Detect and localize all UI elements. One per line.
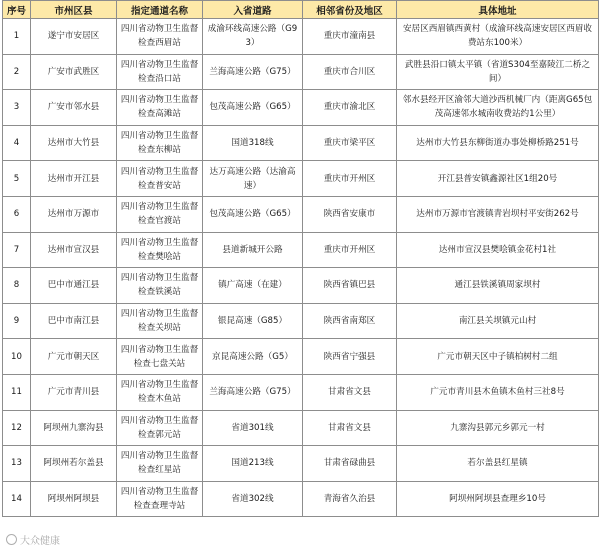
- cell-city: 广元市青川县: [31, 374, 117, 410]
- table-row: [3, 125, 599, 161]
- cell-seq: 2: [3, 54, 31, 90]
- cell-adjacent: 重庆市合川区: [303, 54, 397, 90]
- cell-road: 兰海高速公路（G75）: [203, 54, 303, 90]
- watermark: [6, 532, 60, 547]
- cell-address: 九寨沟县郭元乡郭元一村: [397, 410, 599, 446]
- cell-address: 武胜县沿口镇太平镇（省道S304至嘉陵江二桥之间）: [397, 54, 599, 90]
- header-seq: 序号: [3, 1, 31, 19]
- table-row: [3, 374, 599, 410]
- cell-seq: 14: [3, 481, 31, 517]
- cell-road: 包茂高速公路（G65）: [203, 196, 303, 232]
- cell-station: 四川省动物卫生监督检查普安站: [117, 161, 203, 197]
- cell-road: 兰海高速公路（G75）: [203, 374, 303, 410]
- watermark-text: 大众健康: [20, 536, 60, 547]
- table-row: [3, 54, 599, 90]
- cell-adjacent: 青海省久治县: [303, 481, 397, 517]
- cell-station: 四川省动物卫生监督检查东柳站: [117, 125, 203, 161]
- cell-city: 遂宁市安居区: [31, 19, 117, 55]
- table-body: [3, 19, 599, 517]
- header-station: 指定通道名称: [117, 1, 203, 19]
- table-row: [3, 481, 599, 517]
- table-row: [3, 232, 599, 268]
- cell-seq: 11: [3, 374, 31, 410]
- cell-station: 四川省动物卫生监督检查高滩站: [117, 90, 203, 126]
- header-address: 具体地址: [397, 1, 599, 19]
- cell-city: 广元市朝天区: [31, 339, 117, 375]
- cell-station: 四川省动物卫生监督检查铁溪站: [117, 268, 203, 304]
- cell-city: 广安市武胜区: [31, 54, 117, 90]
- table-header-row: [3, 1, 599, 19]
- cell-road: 包茂高速公路（G65）: [203, 90, 303, 126]
- cell-road: 县道新城开公路: [203, 232, 303, 268]
- cell-station: 四川省动物卫生监督检查查理寺站: [117, 481, 203, 517]
- cell-address: 达州市万源市官渡镇青岩坝村平安街262号: [397, 196, 599, 232]
- cell-seq: 4: [3, 125, 31, 161]
- cell-road: 国道318线: [203, 125, 303, 161]
- table-row: [3, 161, 599, 197]
- cell-adjacent: 甘肃省碌曲县: [303, 446, 397, 482]
- cell-address: 达州市宣汉县樊哙镇金花村1社: [397, 232, 599, 268]
- cell-adjacent: 重庆市开州区: [303, 161, 397, 197]
- cell-seq: 5: [3, 161, 31, 197]
- cell-address: 达州市大竹县东柳街道办事处柳桥路251号: [397, 125, 599, 161]
- cell-station: 四川省动物卫生监督检查沿口站: [117, 54, 203, 90]
- cell-city: 达州市宣汉县: [31, 232, 117, 268]
- cell-address: 邻水县经开区渝邻大道沙西机械厂内（距离G65包茂高速邻水城南收费站约1公里）: [397, 90, 599, 126]
- cell-address: 开江县普安镇鑫源社区1组20号: [397, 161, 599, 197]
- cell-road: 省道302线: [203, 481, 303, 517]
- cell-road: 国道213线: [203, 446, 303, 482]
- cell-adjacent: 重庆市梁平区: [303, 125, 397, 161]
- cell-station: 四川省动物卫生监督检查官渡站: [117, 196, 203, 232]
- cell-address: 安居区西眉镇西黄村（成渝环线高速安居区西眉收费站东100米）: [397, 19, 599, 55]
- cell-adjacent: 陕西省镇巴县: [303, 268, 397, 304]
- cell-address: 若尔盖县红星镇: [397, 446, 599, 482]
- cell-address: 广元市青川县木鱼镇木鱼村三社8号: [397, 374, 599, 410]
- cell-seq: 9: [3, 303, 31, 339]
- cell-city: 巴中市通江县: [31, 268, 117, 304]
- cell-seq: 12: [3, 410, 31, 446]
- cell-road: 达万高速公路（达渝高速）: [203, 161, 303, 197]
- cell-adjacent: 陕西省宁强县: [303, 339, 397, 375]
- cell-adjacent: 甘肃省文县: [303, 410, 397, 446]
- table-row: [3, 303, 599, 339]
- watermark-logo-icon: [6, 534, 17, 545]
- cell-city: 达州市开江县: [31, 161, 117, 197]
- table-row: [3, 446, 599, 482]
- cell-city: 达州市大竹县: [31, 125, 117, 161]
- table-row: [3, 90, 599, 126]
- cell-seq: 6: [3, 196, 31, 232]
- table-row: [3, 196, 599, 232]
- table-row: [3, 19, 599, 55]
- cell-adjacent: 陕西省南郑区: [303, 303, 397, 339]
- cell-station: 四川省动物卫生监督检查红星站: [117, 446, 203, 482]
- cell-station: 四川省动物卫生监督检查西眉站: [117, 19, 203, 55]
- cell-station: 四川省动物卫生监督检查关坝站: [117, 303, 203, 339]
- header-adjacent: 相邻省份及地区: [303, 1, 397, 19]
- header-road: 入省道路: [203, 1, 303, 19]
- cell-city: 阿坝州阿坝县: [31, 481, 117, 517]
- checkpoint-table: [2, 0, 599, 517]
- cell-city: 达州市万源市: [31, 196, 117, 232]
- cell-road: 镇广高速（在建）: [203, 268, 303, 304]
- cell-road: 银昆高速（G85）: [203, 303, 303, 339]
- cell-station: 四川省动物卫生监督检查木鱼站: [117, 374, 203, 410]
- cell-seq: 8: [3, 268, 31, 304]
- cell-city: 巴中市南江县: [31, 303, 117, 339]
- cell-road: 成渝环线高速公路（G93）: [203, 19, 303, 55]
- cell-adjacent: 陕西省安康市: [303, 196, 397, 232]
- table-row: [3, 410, 599, 446]
- cell-seq: 13: [3, 446, 31, 482]
- table-row: [3, 268, 599, 304]
- cell-address: 通江县铁溪镇周家坝村: [397, 268, 599, 304]
- cell-station: 四川省动物卫生监督检查樊哙站: [117, 232, 203, 268]
- cell-city: 广安市邻水县: [31, 90, 117, 126]
- cell-city: 阿坝州若尔盖县: [31, 446, 117, 482]
- cell-seq: 10: [3, 339, 31, 375]
- cell-seq: 1: [3, 19, 31, 55]
- table-row: [3, 339, 599, 375]
- cell-road: 省道301线: [203, 410, 303, 446]
- cell-station: 四川省动物卫生监督检查七盘关站: [117, 339, 203, 375]
- cell-station: 四川省动物卫生监督检查郭元站: [117, 410, 203, 446]
- cell-adjacent: 重庆市潼南县: [303, 19, 397, 55]
- cell-address: 南江县关坝镇元山村: [397, 303, 599, 339]
- cell-road: 京昆高速公路（G5）: [203, 339, 303, 375]
- cell-seq: 3: [3, 90, 31, 126]
- cell-seq: 7: [3, 232, 31, 268]
- cell-address: 广元市朝天区中子镇柏树村二组: [397, 339, 599, 375]
- cell-address: 阿坝州阿坝县查理乡10号: [397, 481, 599, 517]
- cell-city: 阿坝州九寨沟县: [31, 410, 117, 446]
- cell-adjacent: 重庆市渝北区: [303, 90, 397, 126]
- cell-adjacent: 甘肃省文县: [303, 374, 397, 410]
- cell-adjacent: 重庆市开州区: [303, 232, 397, 268]
- header-city: 市州区县: [31, 1, 117, 19]
